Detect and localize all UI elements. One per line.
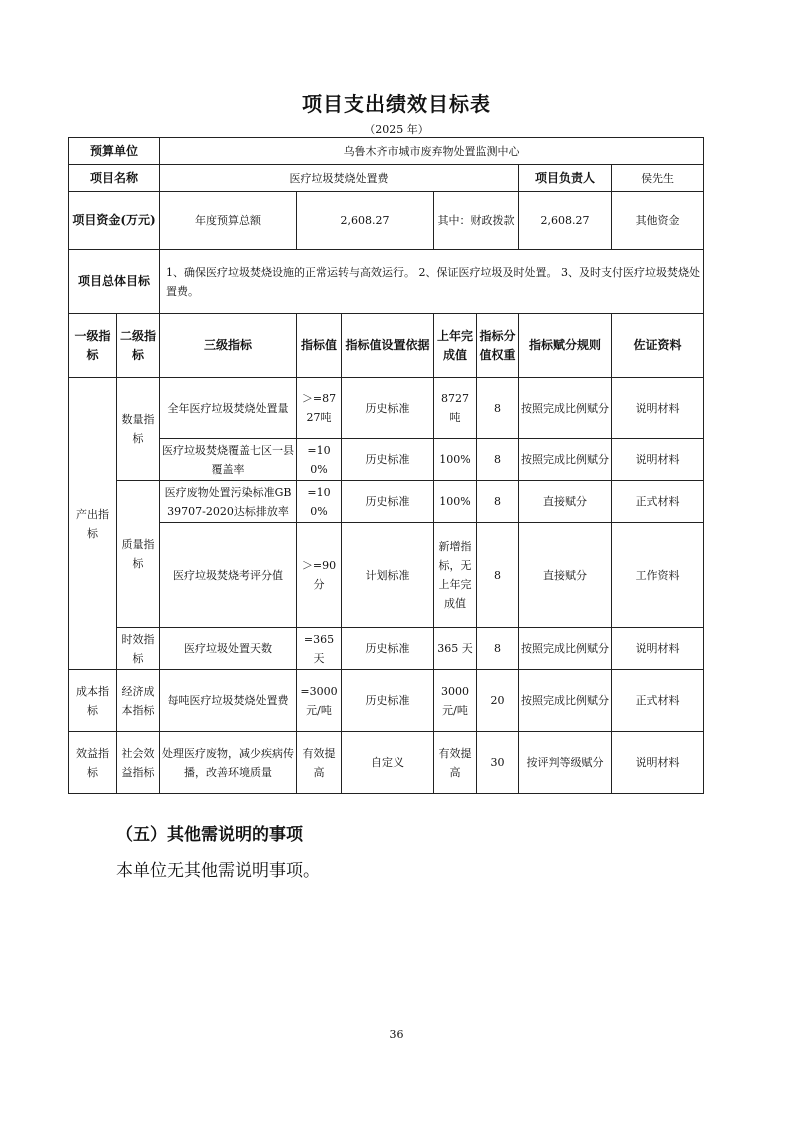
group-cost: 成本指标	[69, 670, 117, 732]
last-year-cell: 365 天	[434, 628, 477, 670]
fiscal-value: 2,608.27	[519, 192, 612, 250]
performance-target-table	[68, 137, 704, 794]
evidence-cell: 说明材料	[612, 439, 704, 481]
table-row	[69, 439, 704, 481]
other-label: 其他资金	[612, 192, 704, 250]
goal-label: 项目总体目标	[69, 250, 160, 314]
fund-label: 项目资金(万元)	[69, 192, 160, 250]
col-last-year: 上年完成值	[434, 314, 477, 378]
evidence-cell: 说明材料	[612, 378, 704, 439]
col-level1: 一级指标	[69, 314, 117, 378]
leader-value: 侯先生	[612, 165, 704, 192]
col-weight: 指标分值权重	[477, 314, 519, 378]
group-benefit: 效益指标	[69, 732, 117, 794]
basis-cell: 历史标准	[342, 378, 434, 439]
indicator-cell: 每吨医疗垃圾焚烧处置费	[160, 670, 297, 732]
indicator-cell: 医疗垃圾焚烧覆盖七区一县覆盖率	[160, 439, 297, 481]
table-row	[69, 481, 704, 523]
group-timeliness: 时效指标	[117, 628, 160, 670]
section-heading: （五）其他需说明的事项	[116, 825, 303, 845]
section-paragraph: 本单位无其他需说明事项。	[116, 861, 320, 881]
evidence-cell: 正式材料	[612, 670, 704, 732]
indicator-cell: 全年医疗垃圾焚烧处置量	[160, 378, 297, 439]
value-cell: =100%	[297, 481, 342, 523]
page-title: 项目支出绩效目标表	[302, 92, 491, 116]
year-subtitle: （2025 年）	[364, 123, 429, 136]
indicator-cell: 处理医疗废物，减少疾病传播，改善环境质量	[160, 732, 297, 794]
weight-cell: 30	[477, 732, 519, 794]
last-year-cell: 有效提高	[434, 732, 477, 794]
basis-cell: 历史标准	[342, 670, 434, 732]
col-evidence: 佐证资料	[612, 314, 704, 378]
basis-cell: 历史标准	[342, 628, 434, 670]
leader-label: 项目负责人	[519, 165, 612, 192]
last-year-cell: 100%	[434, 439, 477, 481]
group-output: 产出指标	[69, 378, 117, 670]
group-quantity: 数量指标	[117, 378, 160, 481]
value-cell: 有效提高	[297, 732, 342, 794]
page-number: 36	[389, 1028, 404, 1041]
rule-cell: 按照完成比例赋分	[519, 670, 612, 732]
last-year-cell: 3000元/吨	[434, 670, 477, 732]
evidence-cell: 正式材料	[612, 481, 704, 523]
weight-cell: 8	[477, 628, 519, 670]
fiscal-label: 其中：财政拨款	[434, 192, 519, 250]
col-value: 指标值	[297, 314, 342, 378]
basis-cell: 历史标准	[342, 439, 434, 481]
evidence-cell: 工作资料	[612, 523, 704, 628]
value-cell: ＞=8727吨	[297, 378, 342, 439]
table-row	[69, 628, 704, 670]
col-basis: 指标值设置依据	[342, 314, 434, 378]
rule-cell: 按照完成比例赋分	[519, 439, 612, 481]
basis-cell: 自定义	[342, 732, 434, 794]
basis-cell: 历史标准	[342, 481, 434, 523]
evidence-cell: 说明材料	[612, 628, 704, 670]
col-level2: 二级指标	[117, 314, 160, 378]
last-year-cell: 8727吨	[434, 378, 477, 439]
table-row	[69, 670, 704, 732]
last-year-cell: 100%	[434, 481, 477, 523]
rule-cell: 按评判等级赋分	[519, 732, 612, 794]
col-rule: 指标赋分规则	[519, 314, 612, 378]
value-cell: ＞=90分	[297, 523, 342, 628]
weight-cell: 8	[477, 378, 519, 439]
unit-label: 预算单位	[69, 138, 160, 165]
indicator-cell: 医疗废物处置污染标准GB39707-2020达标排放率	[160, 481, 297, 523]
rule-cell: 直接赋分	[519, 523, 612, 628]
rule-cell: 直接赋分	[519, 481, 612, 523]
rule-cell: 按照完成比例赋分	[519, 378, 612, 439]
indicator-cell: 医疗垃圾焚烧考评分值	[160, 523, 297, 628]
group-quality: 质量指标	[117, 481, 160, 628]
goal-value: 1、确保医疗垃圾焚烧设施的正常运转与高效运行。 2、保证医疗垃圾及时处置。 3、及时支付医疗垃圾焚烧处置费。	[160, 250, 704, 314]
indicator-cell: 医疗垃圾处置天数	[160, 628, 297, 670]
table-row	[69, 523, 704, 628]
weight-cell: 8	[477, 439, 519, 481]
weight-cell: 8	[477, 523, 519, 628]
evidence-cell: 说明材料	[612, 732, 704, 794]
weight-cell: 8	[477, 481, 519, 523]
col-level3: 三级指标	[160, 314, 297, 378]
annual-value: 2,608.27	[297, 192, 434, 250]
table-row	[69, 378, 704, 439]
annual-label: 年度预算总额	[160, 192, 297, 250]
project-value: 医疗垃圾焚烧处置费	[160, 165, 519, 192]
group-social-benefit: 社会效益指标	[117, 732, 160, 794]
unit-value: 乌鲁木齐市城市废弃物处置监测中心	[160, 138, 704, 165]
table-row	[69, 732, 704, 794]
basis-cell: 计划标准	[342, 523, 434, 628]
value-cell: =100%	[297, 439, 342, 481]
last-year-cell: 新增指标，无上年完成值	[434, 523, 477, 628]
project-label: 项目名称	[69, 165, 160, 192]
value-cell: =3000元/吨	[297, 670, 342, 732]
group-economic-cost: 经济成本指标	[117, 670, 160, 732]
rule-cell: 按照完成比例赋分	[519, 628, 612, 670]
weight-cell: 20	[477, 670, 519, 732]
value-cell: =365天	[297, 628, 342, 670]
